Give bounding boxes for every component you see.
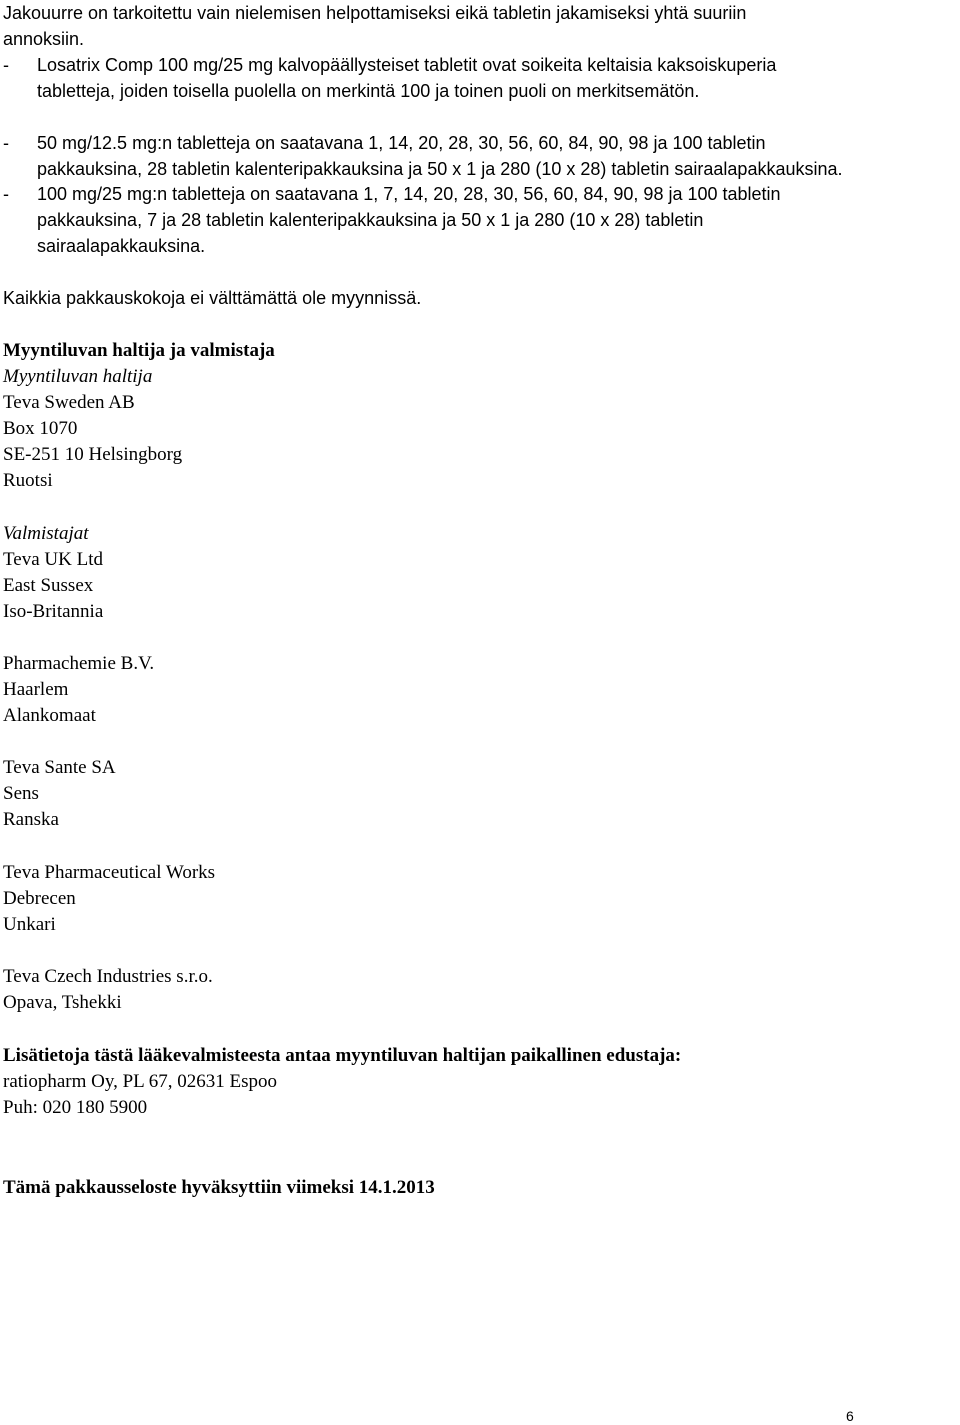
holder-line: Ruotsi xyxy=(3,470,53,491)
manufacturer-line: Debrecen xyxy=(3,888,76,909)
manufacturer-line: Sens xyxy=(3,783,39,804)
manufacturers-label: Valmistajat xyxy=(3,523,89,544)
availability-note: Kaikkia pakkauskokoja ei välttämättä ole myynnissä. xyxy=(3,288,422,308)
list-item-line: 50 mg/12.5 mg:n tabletteja on saatavana 1, 14, 20, 28, 30, 56, 60, 84, 90, 98 ja 100 tabletin xyxy=(37,133,766,153)
manufacturer-line: Teva UK Ltd xyxy=(3,549,103,570)
local-rep-phone: Puh: 020 180 5900 xyxy=(3,1097,148,1118)
section-heading-local-rep: Lisätietoja tästä lääkevalmisteesta antaa myyntiluvan haltijan paikallinen edustaja: xyxy=(3,1045,682,1066)
manufacturer-line: Ranska xyxy=(3,809,59,830)
manufacturer-line: Opava, Tshekki xyxy=(3,992,122,1013)
holder-line: Teva Sweden AB xyxy=(3,392,135,413)
page-number: 6 xyxy=(846,1408,854,1424)
approval-date: Tämä pakkausseloste hyväksyttiin viimeksi 14.1.2013 xyxy=(3,1177,435,1198)
manufacturer-line: Haarlem xyxy=(3,679,69,700)
list-item-line: sairaalapakkauksina. xyxy=(37,236,206,256)
holder-line: Box 1070 xyxy=(3,418,78,439)
intro-line-2: annoksiin. xyxy=(3,29,85,49)
list-dash: - xyxy=(3,184,9,204)
manufacturer-line: East Sussex xyxy=(3,575,94,596)
section-heading-holder: Myyntiluvan haltija ja valmistaja xyxy=(3,340,275,361)
list-dash: - xyxy=(3,133,9,153)
intro-line-1: Jakouurre on tarkoitettu vain nielemisen helpottamiseksi eikä tabletin jakamiseksi yhtä suuriin xyxy=(3,3,747,23)
list-item-line: pakkauksina, 28 tabletin kalenteripakkauksina ja 50 x 1 ja 280 (10 x 28) tabletin sairaalapakkauksina. xyxy=(37,159,843,179)
holder-label: Myyntiluvan haltija xyxy=(3,366,153,387)
manufacturer-line: Iso-Britannia xyxy=(3,601,104,622)
list-dash: - xyxy=(3,55,9,75)
manufacturer-line: Alankomaat xyxy=(3,705,96,726)
list-item-line: tabletteja, joiden toisella puolella on merkintä 100 ja toinen puoli on merkitsemätön. xyxy=(37,81,700,101)
manufacturer-line: Teva Pharmaceutical Works xyxy=(3,862,216,883)
holder-line: SE-251 10 Helsingborg xyxy=(3,444,183,465)
list-item-line: pakkauksina, 7 ja 28 tabletin kalenteripakkauksina ja 50 x 1 ja 280 (10 x 28) tabletin xyxy=(37,210,704,230)
list-item-line: Losatrix Comp 100 mg/25 mg kalvopäällysteiset tabletit ovat soikeita keltaisia kaksoiskuperia xyxy=(37,55,777,75)
manufacturer-line: Teva Czech Industries s.r.o. xyxy=(3,966,213,987)
list-item-line: 100 mg/25 mg:n tabletteja on saatavana 1, 7, 14, 20, 28, 30, 56, 60, 84, 90, 98 ja 100 tabletin xyxy=(37,184,781,204)
manufacturer-line: Pharmachemie B.V. xyxy=(3,653,155,674)
manufacturer-line: Teva Sante SA xyxy=(3,757,116,778)
manufacturer-line: Unkari xyxy=(3,914,56,935)
local-rep-address: ratiopharm Oy, PL 67, 02631 Espoo xyxy=(3,1071,278,1092)
